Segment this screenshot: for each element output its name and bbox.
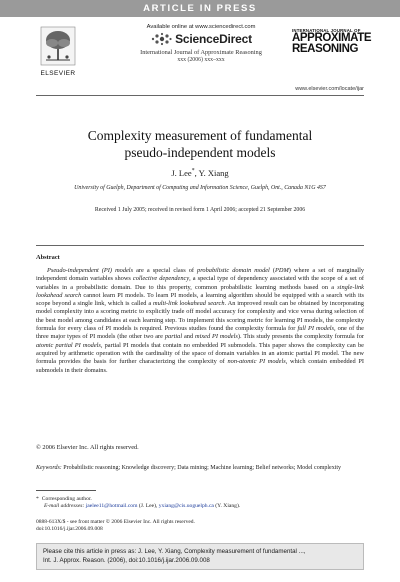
email-label: E-mail addresses: [44,503,85,510]
corresponding-author-mark[interactable]: * [191,168,195,175]
article-dates: Received 1 July 2005; received in revised form 1 April 2006; accepted 21 September 2006 [94,207,306,213]
title-line-1: Complexity measurement of fundamental [87,128,313,143]
title-line-2: pseudo-independent models [124,145,276,160]
footnote-divider [36,490,96,491]
footnote [36,496,364,510]
author-affiliation: University of Guelph, Department of Computing and Information Science, Guelph, Ont., Canada N1G 4S7 [74,185,326,191]
journal-logo-line1: APPROXIMATE [292,32,372,44]
keywords-label: Keywords: [36,465,62,471]
keywords-list: Probabilistic reasoning; Knowledge discovery; Data mining; Machine learning; Belief networks; Model complexity [61,465,342,471]
sciencedirect-wordmark: ScienceDirect [175,32,252,46]
footnote-mark: * [36,496,39,502]
abstract-top-divider [36,245,364,246]
email-link-xiang[interactable]: yxiang@cis.uoguelph.ca [158,503,214,510]
citation-box [36,543,364,570]
issn-line: 0888-613X/$ - see front matter © 2006 Elsevier Inc. All rights reserved. [36,519,195,525]
author-1: J. Lee [171,168,192,178]
journal-logo-line2: REASONING [292,43,359,55]
sciencedirect-logo [106,32,296,46]
journal-issue: xxx (2006) xxx–xxx [177,57,225,63]
elsevier-label: ELSEVIER [40,70,76,77]
journal-url[interactable]: www.elsevier.com/locate/ijar [295,86,364,92]
keywords [36,464,364,472]
doi-line[interactable]: doi:10.1016/j.ijar.2006.09.008 [36,526,103,533]
journal-header [36,22,372,82]
email-addresses: E-mail addresses: jaelee11@hotmail.com (J. Lee), yxiang@cis.uoguelph.ca (Y. Xiang). [44,503,241,510]
journal-logo-top: INTERNATIONAL JOURNAL OF [292,28,361,33]
abstract-heading: Abstract [36,254,60,261]
citation-line-1: Please cite this article in press as: J. Lee, Y. Xiang, Complexity measurement of fundamental ..., [43,548,306,555]
corresponding-author-note: * Corresponding author. [36,496,92,502]
citation-line-2[interactable]: Int. J. Approx. Reason. (2006), doi:10.1016/j.ijar.2006.09.008 [43,556,210,564]
article-in-press-banner: ARTICLE IN PRESS [0,0,400,17]
header-divider [36,95,364,96]
sciencedirect-block [106,22,296,63]
author-separator: , [194,168,199,178]
article-title [36,127,364,161]
elsevier-tree-icon [40,26,76,66]
author-2: Y. Xiang [198,168,229,178]
abstract-text: Pseudo-independent (PI) models are a special class of probabilistic domain model (PDM) where a set of marginally independent domain variables shows collective dependency, a special type of dependency associated with the scope of a set of variables in a probabilistic domain. Due to this property, common probabilistic learning methods based on a single-link lookahead search cannot learn PI models. To learn PI models, a learning algorithm should be equipped with a search with its scope beyond a single link, which is called a multi-link lookahead search. An improved result can be obtained by incorporating model complexity into a scoring metric to explicitly trade off model accuracy for complexity and vice versa during selection of the best model among candidates at each learning step. To implement this scoring metric for learning PI models, the complexity formula for every class of PI models is required. Previous studies found the complexity formula for full PI models, one of the three major types of PI models (the other two are partial and mixed PI models). This study presents the complexity formula for atomic partial PI models, partial PI models that contain no embedded PI submodels. This paper shows the complexity can be acquired by arithmetic operation with the cardinality of the space of domain variables in an atomic partial PI model. The new formula provides the basis for further characterizing the complexity of non-atomic PI models, which contain embedded PI submodels in their domains. [36,267,365,374]
abstract-copyright: © 2006 Elsevier Inc. All rights reserved. [36,444,139,451]
elsevier-logo [36,26,80,82]
author-list [36,168,364,178]
journal-name: International Journal of Approximate Reasoning [140,49,262,56]
email-link-lee[interactable]: jaelee11@hotmail.com [85,503,138,510]
journal-logo [292,28,372,55]
issn-block [36,519,364,534]
sciencedirect-dots-icon [150,32,172,46]
available-online-text: Available online at www.sciencedirect.com [146,24,256,30]
